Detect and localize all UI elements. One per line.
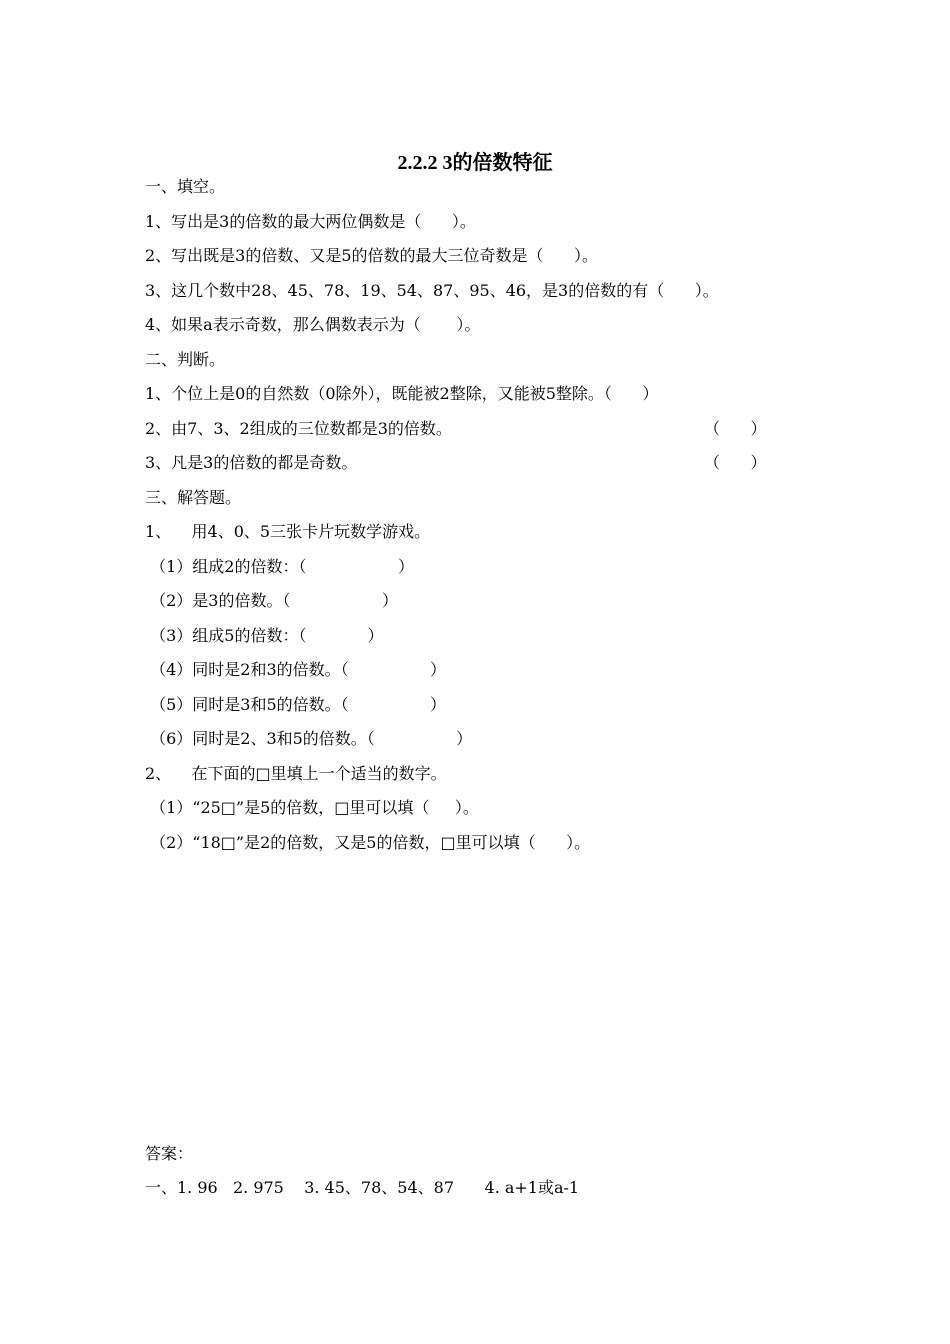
judge-item-3: 3、凡是3的倍数的都是奇数。 (145, 453, 358, 472)
solve-q1-part-1: （1）组成2的倍数：（ ） (145, 557, 414, 576)
judge-item-2-answer-paren: （ ） (704, 419, 767, 438)
page-title: 2.2.2 3的倍数特征 (397, 152, 553, 174)
solve-q2-part-1: （1）“25□”是5的倍数，□里可以填（ ）。 (145, 798, 479, 817)
solve-q1-part-4: （4）同时是2和3的倍数。（ ） (145, 660, 447, 679)
answers-heading: 答案： (145, 1144, 194, 1163)
section3-heading: 三、解答题。 (145, 488, 242, 507)
section1-heading: 一、填空。 (145, 177, 226, 196)
fill-blank-item-4: 4、如果a表示奇数，那么偶数表示为（ ）。 (145, 315, 481, 334)
judge-item-2: 2、由7、3、2组成的三位数都是3的倍数。 (145, 419, 452, 438)
solve-q1-part-6: （6）同时是2、3和5的倍数。（ ） (145, 729, 473, 748)
solve-q1-part-2: （2）是3的倍数。（ ） (145, 591, 398, 610)
judge-item-1: 1、个位上是0的自然数（0除外），既能被2整除，又能被5整除。（ ） (145, 384, 659, 403)
solve-q2-part-2: （2）“18□”是2的倍数，又是5的倍数，□里可以填（ ）。 (145, 833, 591, 852)
fill-blank-item-3: 3、这几个数中28、45、78、19、54、87、95、46，是3的倍数的有（ ）。 (145, 281, 719, 300)
solve-q2-stem: 2、 在下面的□里填上一个适当的数字。 (145, 764, 447, 783)
fill-blank-item-2: 2、写出既是3的倍数、又是5的倍数的最大三位奇数是（ ）。 (145, 246, 599, 265)
fill-blank-item-1: 1、写出是3的倍数的最大两位偶数是（ ）。 (145, 212, 476, 231)
solve-q1-stem: 1、 用4、0、5三张卡片玩数学游戏。 (145, 522, 431, 541)
solve-q1-part-3: （3）组成5的倍数：（ ） (145, 626, 384, 645)
solve-q1-part-5: （5）同时是3和5的倍数。（ ） (145, 695, 447, 714)
answers-line-1: 一、1. 96 2. 975 3. 45、78、54、87 4. a+1或a-1 (145, 1178, 580, 1197)
judge-item-3-answer-paren: （ ） (704, 453, 767, 472)
section2-heading: 二、判断。 (145, 350, 226, 369)
